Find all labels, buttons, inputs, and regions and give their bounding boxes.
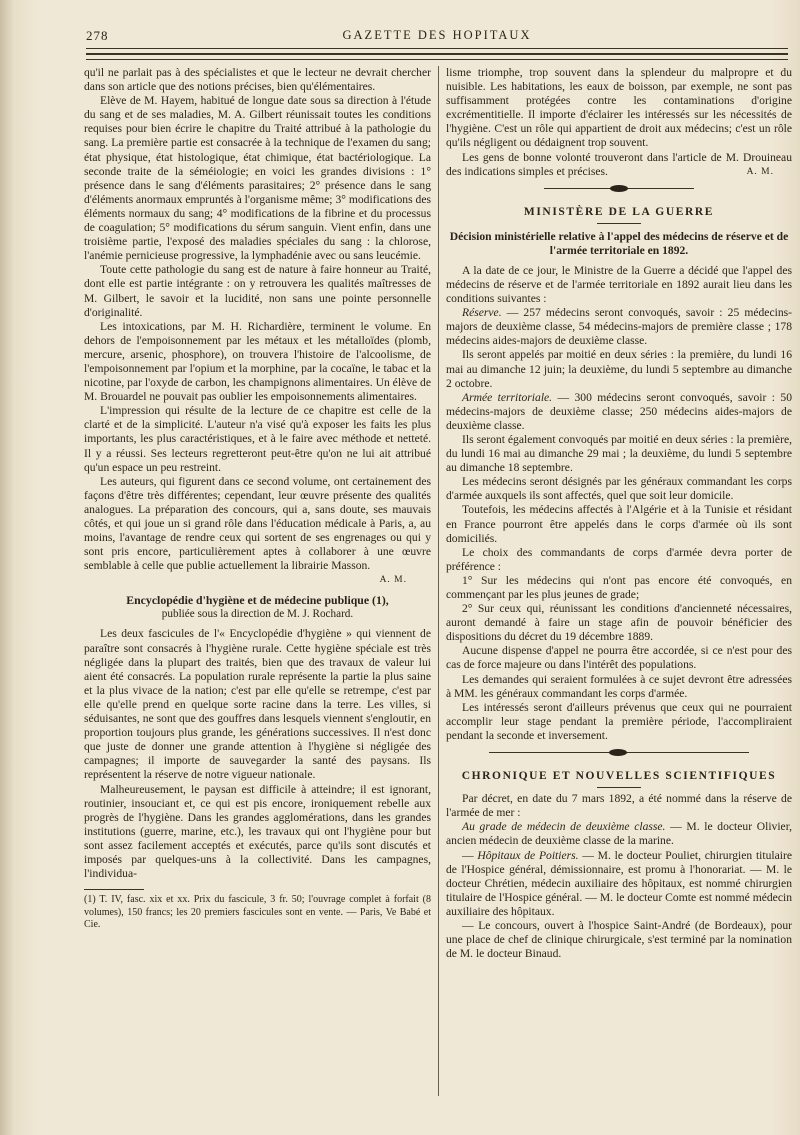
paragraph: Toute cette pathologie du sang est de nature à faire honneur au Traité, dont elle est partie intégrante : on y retrouvera les qualités maîtresses de M. Gilbert, le savoir et la lucidité, non sans une pointe personnelle d'originalité. [84, 263, 431, 319]
ornament-divider [489, 749, 749, 757]
header-rule-thick [86, 53, 788, 55]
paragraph: Par décret, en date du 7 mars 1892, a été nommé dans la réserve de l'armée de mer : [446, 792, 792, 820]
paragraph: Les deux fascicules de l'« Encyclopédie d'hygiène » qui viennent de paraître sont consacrés à l'hygiène rurale. Cette hygiène spéciale est très négligée dans la plupart des traités, bien que des travaux de valeur lui aient été consacrés. La population rurale représente la partie la plus saine et la plus vivace de la nation; c'est par elle qu'elle se retrempe, c'est par elle qu'elle prend en quelque sorte racine dans la terre. Les villes, si séduisantes, ne sont que des gouffres dans lesquels viennent s'engloutir, en proportion toujours plus grande, les générations successives. Il n'est donc que juste de donner une grande attention à l'hygiène si négligée des campagnes; il importe de sauvegarder la santé des paysans. Ils représentent la réserve de notre vigueur nationale. [84, 627, 431, 782]
paragraph: 2° Sur ceux qui, réunissant les conditions d'ancienneté nécessaires, auront demandé à faire un stage afin de pouvoir bénéficier des dispositions du décret du 19 décembre 1889. [446, 602, 792, 644]
page-number: 278 [86, 28, 109, 43]
paragraph [446, 306, 792, 348]
paragraph [446, 151, 792, 179]
paragraph: 1° Sur les médecins qui n'ont pas encore été convoqués, en commençant par les plus jeunes de grade; [446, 573, 792, 601]
footnote-text: (1) T. IV, fasc. xix et xx. Prix du fascicule, 3 fr. 50; l'ouvrage complet à forfait (8 volumes), 150 francs; les 20 premiers fascicules sont en vente. — Paris, Ve Babé et Cie. [84, 894, 431, 930]
paragraph-text: — M. le docteur Pouliet, chirurgien titulaire de l'Hospice général, démissionnaire, est promu à l'honorariat. — M. le docteur Chrétien, médecin auxiliaire des hôpitaux, est nommé chirurgien titulaire de l'Hospice général. — M. le docteur Comte est nommé médecin auxiliaire des hôpitaux. [446, 848, 793, 918]
paragraph [446, 849, 792, 919]
header-rule [86, 48, 788, 49]
title-rule [597, 787, 641, 788]
paragraph: Aucune dispense d'appel ne pourra être accordée, si ce n'est pour des cas de force majeure ou dans l'intérêt des populations. [446, 644, 792, 672]
ornament-divider [544, 185, 694, 193]
section-title-ministere: MINISTÈRE DE LA GUERRE [523, 205, 715, 218]
paragraph: Malheureusement, le paysan est difficile à atteindre; il est ignorant, routinier, insouciant et, ce qui est pis encore, ironiquement rebelle aux progrès de l'hygiène. Dans les grandes agglomérations, dans les grandes institutions (guerre, marine, etc.), les travaux qui ont l'hygiène pour but sont assez facilement acceptés et exécutés, parce qu'ils sont discutés et imposés par quelques-uns à la collectivité. Dans les campagnes, l'individua- [84, 782, 431, 881]
paragraph: qu'il ne parlait pas à des spécialistes et que le lecteur ne devrait chercher dans son article que des notions précises, bien qu'élémentaires. [84, 66, 431, 94]
footnote [84, 894, 431, 931]
paragraph-text: — M. le docteur Olivier, ancien médecin de deuxième classe de la marine. [446, 820, 792, 848]
left-column [84, 66, 431, 931]
header-rule-thin [86, 59, 788, 60]
label-armee-territoriale: Armée territoriale. [462, 390, 553, 404]
label-reserve: Réserve. [462, 306, 502, 320]
paragraph [446, 391, 792, 433]
footnote-rule [84, 889, 144, 890]
paragraph: — Le concours, ouvert à l'hospice Saint-André (de Bordeaux), pour une place de chef de clinique chirurgicale, s'est terminé par la nomination de M. le docteur Binaud. [446, 918, 792, 961]
page-header [86, 26, 788, 46]
paragraph: Les demandes qui seraient formulées à ce sujet devront être adressées à MM. les généraux commandant les corps d'armée. [446, 672, 792, 700]
paragraph: lisme triomphe, trop souvent dans la splendeur du malpropre et du nuisible. Les habitations, les eaux de boisson, par exemple, ne sont pas suffisamment protégées contre les contaminations d'origine excrémentitielle. Il importe d'éclairer les intéressés sur les nécessités de l'hygiène. C'est un rôle qui appartient de droit aux médecins; c'est un rôle qu'ils négligent ou dédaignent trop souvent. [446, 66, 792, 150]
paragraph: Toutefois, les médecins affectés à l'Algérie et à la Tunisie et résidant en France pourront être appelés dans le corps d'armée où ils sont domiciliés. [446, 503, 792, 545]
paragraph: Les auteurs, qui figurent dans ce second volume, ont certainement des façons d'être très différentes; cependant, leur œuvre présente des qualités analogues. La préparation des concours, qui a, sans doute, ses mauvais côtés, et qui joue un si grand rôle dans l'éducation médicale à Paris, a, au moins, l'avantage de rendre ceux qui sortent de ses engrenages ou qui y sont pris encore, particulièrement aptes à collaborer à une œuvre semblable à celle que publie actuellement la librairie Masson. [84, 474, 431, 573]
paragraph: Elève de M. Hayem, habitué de longue date sous sa direction à l'étude du sang et de ses maladies, M. A. Gilbert réunissait toutes les conditions requises pour bien écrire le chapitre du Traité attribué à la pathologie du sang. La première partie est consacrée à la technique de l'examen du sang; état physique, état histologique, état chimique, état bactériologique. La seconde traite de la séméiologie; en voici les grandes divisions : 1° présence dans le sang d'éléments parasitaires; 2° présence dans le sang d'éléments anormaux empruntés à l'organisme même; 3° modifications des éléments normaux du sang; 4° modifications de la fibrine et du processus de coagulation; 5° modifications du sérum sanguin. Vient enfin, dans une troisième partie, l'exposé des maladies spéciales du sang : la chlorose, l'anémie pernicieuse progressive, la lymphadénie avec ou sans leucémie. [84, 94, 431, 263]
decision-title: Décision ministérielle relative à l'appel des médecins de réserve et de l'armée territoriale en 1892. [449, 229, 789, 257]
section-subtitle: publiée sous la direction de M. J. Rochard. [161, 608, 354, 621]
paragraph-text: — 257 médecins seront convoqués, savoir : 25 médecins-majors de deuxième classe, 54 médecins-majors de première classe ; 178 médecins aides-majors de deuxième classe. [446, 306, 792, 348]
paragraph-text: Les gens de bonne volonté trouveront dans l'article de M. Drouineau des indications simples et précises. [446, 150, 792, 178]
section-title-encyclopedie: Encyclopédie d'hygiène et de médecine publique (1), [126, 593, 389, 608]
signature: A. M. [746, 166, 774, 177]
paragraph: Les intoxications, par M. H. Richardière, terminent le volume. En dehors de l'empoisonnement par les métaux et les métalloïdes (plomb, mercure, arsenic, phosphore), on trouvera l'histoire de l'alcoolisme, de l'empoisonnement par l'opium et la morphine, par la cocaïne, le tabac et la nicotine, par l'oxyde de carbon, les champignons alimentaires. Un élève de M. Brouardel ne pouvait pas oublier les empoisonnements alimentaires. [84, 319, 431, 404]
column-divider [438, 66, 439, 1096]
paragraph: A la date de ce jour, le Ministre de la Guerre a décidé que l'appel des médecins de réserve et de l'armée territoriale en 1892 aurait lieu dans les conditions suivantes : [446, 263, 792, 306]
paragraph-text: — 300 médecins seront convoqués, savoir : 50 médecins-majors de deuxième classe; 250 médecins aides-majors de deuxième classe. [446, 390, 792, 432]
right-column [446, 66, 792, 961]
dash: — [462, 848, 478, 862]
section-title-chronique: CHRONIQUE ET NOUVELLES SCIENTIFIQUES [461, 770, 777, 783]
journal-title: GAZETTE DES HOPITAUX [342, 28, 532, 42]
label-hopitaux-poitiers: Hôpitaux de Poitiers. [477, 848, 579, 862]
paragraph [446, 820, 792, 848]
paragraph: Les médecins seront désignés par les généraux commandant les corps d'armée auxquels ils sont affectés, quel que soit leur domicile. [446, 475, 792, 503]
signature: A. M. [379, 575, 407, 586]
paragraph: Les intéressés seront d'ailleurs prévenus que ceux qui ne pourraient accomplir leur stage pendant la première période, l'accompliraient pendant la seconde et inversement. [446, 700, 792, 742]
paragraph: Ils seront également convoqués par moitié en deux séries : la première, du lundi 16 mai au dimanche 29 mai ; la deuxième, du lundi 5 septembre au dimanche 18 septembre. [446, 432, 792, 475]
label-grade: Au grade de médecin de deuxième classe. [462, 820, 666, 834]
paragraph: Ils seront appelés par moitié en deux séries : la première, du lundi 16 mai au dimanche 12 juin; la deuxième, du lundi 5 septembre au dimanche 2 octobre. [446, 348, 792, 390]
title-rule [597, 223, 641, 224]
paragraph: Le choix des commandants de corps d'armée devra porter de préférence : [446, 545, 792, 573]
paragraph: L'impression qui résulte de la lecture de ce chapitre est celle de la clarté et de la simplicité. L'auteur n'a visé qu'à exposer les faits les plus importants, les plus caractéristiques, et à le faire avec méthode et netteté. Il y a réussi. Ses lecteurs regretteront peut-être qu'on ne lui ait attribué qu'un espace un peu restreint. [84, 404, 431, 474]
